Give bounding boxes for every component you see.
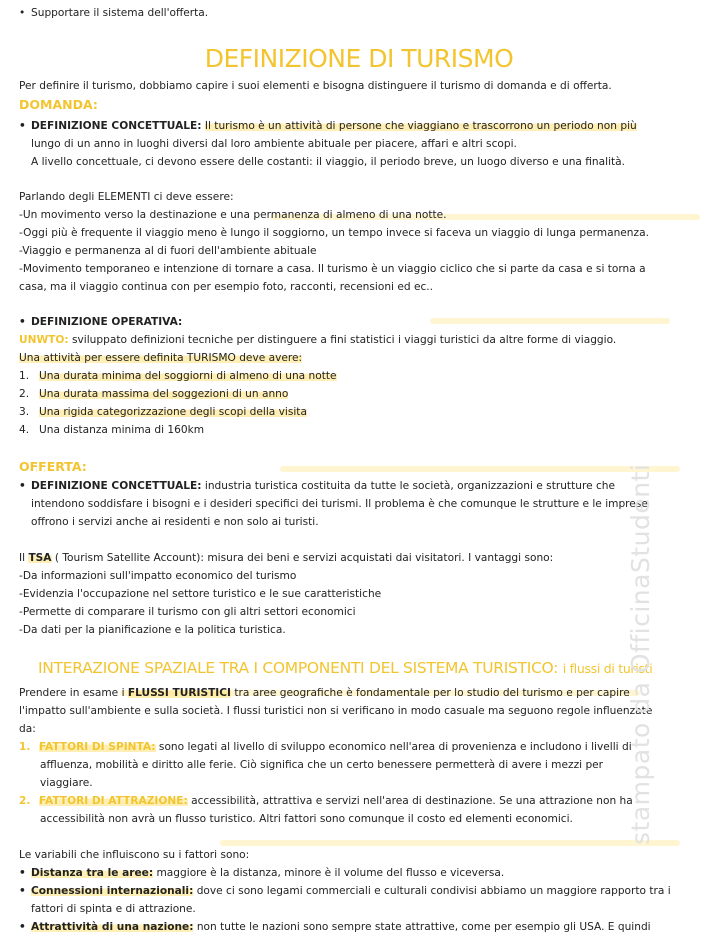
fattore-item: 2. FATTORI DI ATTRAZIONE: accessibilità, attrattiva e servizi nell'area di destinazione. Se una attrazione non ha — [19, 795, 633, 807]
elementi-item: casa, ma il viaggio continua con per esempio foto, racconti, recensioni ed ec.. — [19, 281, 434, 293]
requisito-item: 3. Una rigida categorizzazione degli scopi della visita — [19, 406, 307, 418]
elementi-item: -Un movimento verso la destinazione e una permanenza di almeno di una notte. — [19, 209, 447, 221]
offerta-concettuale: • DEFINIZIONE CONCETTUALE: industria turistica costituita da tutte le società, organizzazioni e strutture che — [19, 480, 616, 492]
highlighter-stroke — [280, 466, 680, 472]
vantaggio-item: -Evidenzia l'occupazione nel settore turistico e le sue caratteristiche — [19, 588, 382, 600]
fattore-item: 1. FATTORI DI SPINTA: sono legati al livello di sviluppo economico nell'area di provenienza e includono i livelli di — [19, 741, 632, 753]
fattore-line: affluenza, mobilità e diritto alle ferie. Ciò significa che un certo benessere permetterà di avere i mezzi per — [40, 759, 604, 771]
domanda-concettuale: • DEFINIZIONE CONCETTUALE: Il turismo è un attività di persone che viaggiano e trascorrono un periodo non più — [19, 120, 637, 132]
requisiti-intro: Una attività per essere definita TURISMO deve avere: — [19, 352, 303, 364]
domanda-concettuale-line: lungo di un anno in luoghi diversi dal loro ambiente abituale per piacere, affari e altri scopi. — [31, 138, 517, 150]
variabili-intro: Le variabili che influiscono su i fattori sono: — [19, 849, 250, 861]
interazione-intro-line: da: — [19, 723, 36, 735]
requisito-item: 4. Una distanza minima di 160km — [19, 424, 205, 436]
vantaggio-item: -Permette di comparare il turismo con gli altri settori economici — [19, 606, 356, 618]
watermark: stampato da OfficinaStudenti — [626, 463, 655, 845]
domanda-concettuale-line: A livello concettuale, ci devono essere delle costanti: il viaggio, il periodo breve, un luogo diverso e una finalità. — [31, 156, 626, 168]
requisito-item: 1. Una durata minima del soggiorni di almeno di una notte — [19, 370, 337, 382]
offerta-heading: OFFERTA: — [19, 459, 87, 474]
domanda-operativa: • DEFINIZIONE OPERATIVA: — [19, 316, 183, 328]
offerta-concettuale-line: intendono soddisfare i bisogni e i desideri specifici dei turismi. Il problema è che comunque le strutture e le imprese — [31, 498, 648, 510]
offerta-concettuale-line: offrono i servizi anche ai residenti e non solo ai turisti. — [31, 516, 319, 528]
highlighter-stroke — [220, 840, 680, 846]
top-bullet: • Supportare il sistema dell'offerta. — [19, 7, 209, 19]
domanda-heading: DOMANDA: — [19, 97, 98, 112]
interazione-heading: INTERAZIONE SPAZIALE TRA I COMPONENTI DEL SISTEMA TURISTICO: i flussi di turisti — [38, 659, 653, 677]
interazione-intro: Prendere in esame i FLUSSI TURISTICI tra aree geografiche è fondamentale per lo studio del turismo e per capire — [19, 687, 630, 699]
intro-text: Per definire il turismo, dobbiamo capire i suoi elementi e bisogna distinguere il turismo di domanda e di offerta. — [19, 80, 612, 92]
variabile-line: fattori di spinta e di attrazione. — [31, 903, 196, 915]
elementi-item: -Movimento temporaneo e intenzione di tornare a casa. Il turismo è un viaggio ciclico che si parte da casa e si torna a — [19, 263, 646, 275]
variabile-item: • Attrattività di una nazione: non tutte le nazioni sono sempre state attrattive, come per esempio gli USA. E quindi — [19, 921, 651, 933]
requisito-item: 2. Una durata massima del soggezioni di un anno — [19, 388, 289, 400]
interazione-intro-line: l'impatto sull'ambiente e sulla società. I flussi turistici non si verificano in modo casuale ma seguono regole influenzate — [19, 705, 653, 717]
elementi-item: -Viaggio e permanenza al di fuori dell'ambiente abituale — [19, 245, 317, 257]
elementi-intro: Parlando degli ELEMENTI ci deve essere: — [19, 191, 234, 203]
unwto-line: UNWTO: sviluppato definizioni tecniche per distinguere a fini statistici i viaggi turistici da altre forme di viaggio. — [19, 334, 617, 346]
tsa-line: Il TSA ( Tourism Satellite Account): misura dei beni e servizi acquistati dai visitatori. I vantaggi sono: — [19, 552, 554, 564]
elementi-item: -Oggi più è frequente il viaggio meno è lungo il soggiorno, un tempo invece si faceva un viaggio di lunga permanenza. — [19, 227, 649, 239]
fattore-line: accessibilità non avrà un flusso turistico. Altri fattori sono comunque il costo ed elementi economici. — [40, 813, 573, 825]
variabile-item: • Distanza tra le aree: maggiore è la distanza, minore è il volume del flusso e viceversa. — [19, 867, 505, 879]
page-title: DEFINIZIONE DI TURISMO — [204, 44, 514, 73]
fattore-line: viaggiare. — [40, 777, 93, 789]
vantaggio-item: -Da dati per la pianificazione e la politica turistica. — [19, 624, 286, 636]
vantaggio-item: -Da informazioni sull'impatto economico del turismo — [19, 570, 297, 582]
variabile-item: • Connessioni internazionali: dove ci sono legami commerciali e culturali condivisi abbiamo un maggiore rapporto tra i — [19, 885, 671, 897]
